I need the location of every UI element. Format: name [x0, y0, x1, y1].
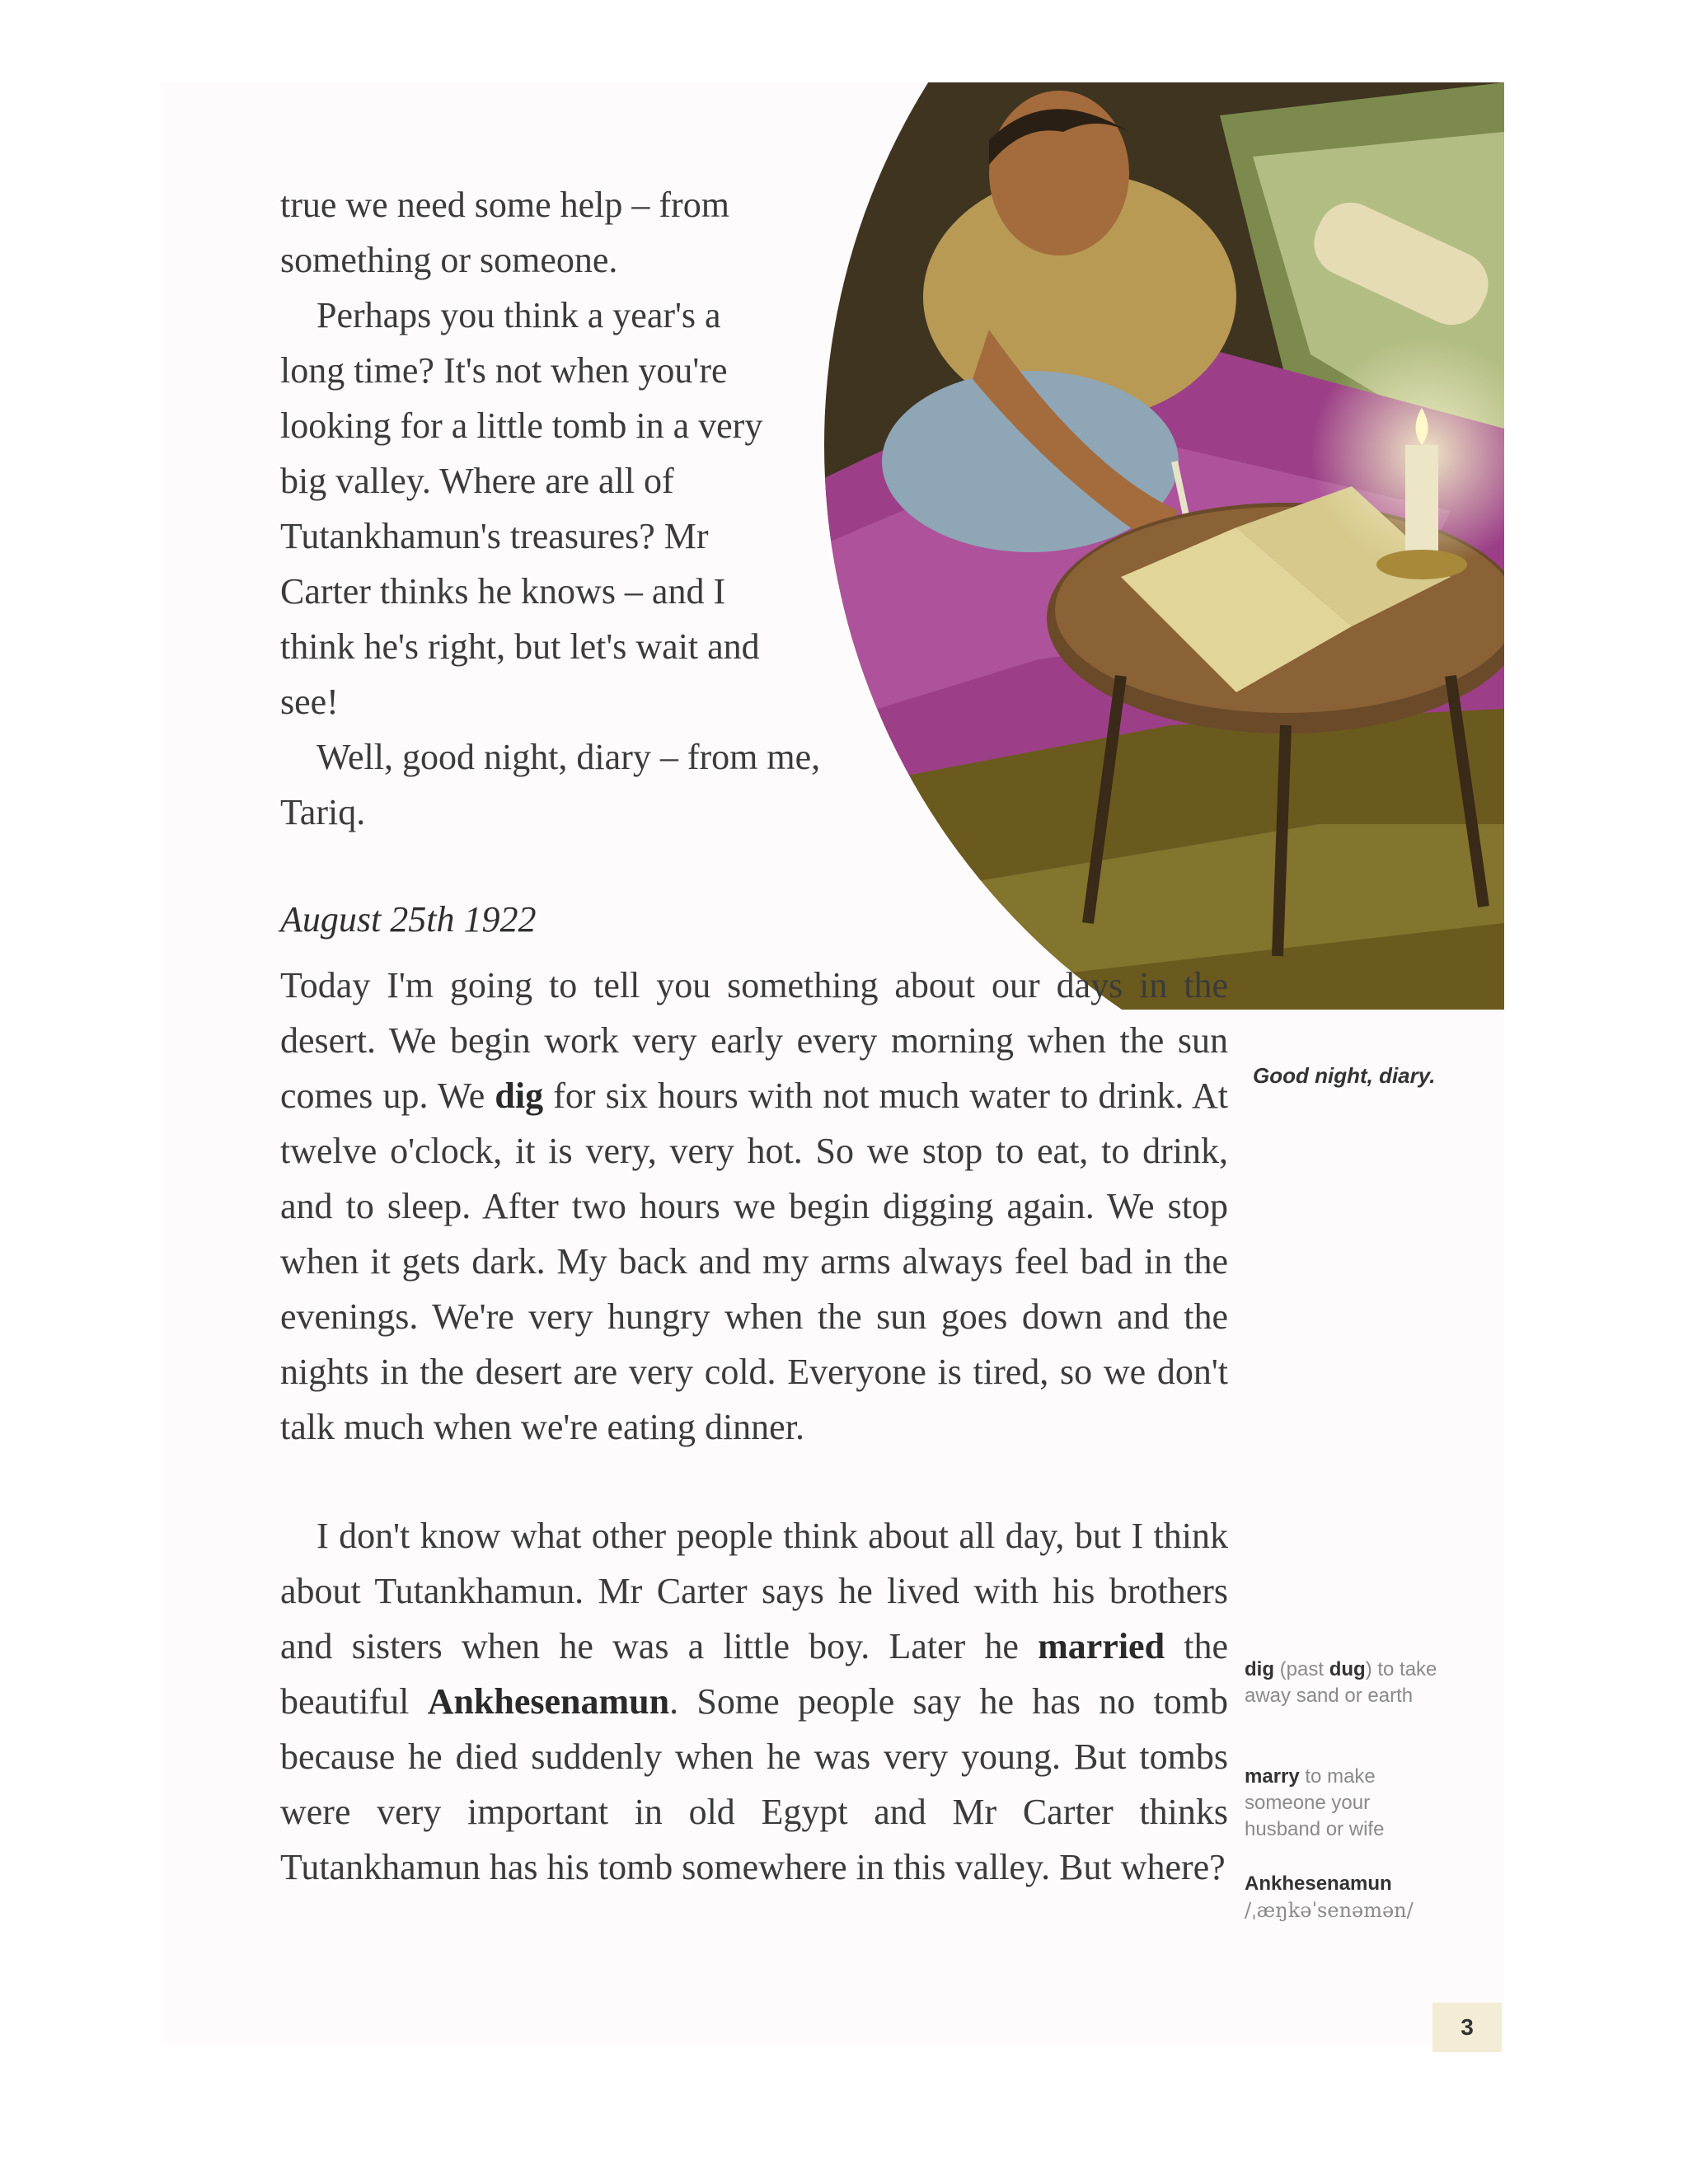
paragraph-2: Perhaps you think a year's a long time? It's not when you're looking for a little tomb in a very big valley. Where are all of Tutankhamun's treasures? Mr Carter thinks he knows – and I think he's right, but let's wait and see!	[280, 295, 763, 722]
illustration-caption: Good night, diary.	[1253, 1063, 1436, 1088]
paragraph-4: Today I'm going to tell you something about our days in the desert. We begin work very early every morning when the sun comes up. We dig for six hours with not much water to drink. At twelve o'clock, it is very, very hot. So we stop to eat, to drink, and to sleep. After two hours we begin digging again. We stop when it gets dark. My back and my arms always feel bad in the evenings. We're very hungry when the sun goes down and the nights in the desert are very cold. Everyone is tired, so we don't talk much when we're eating dinner.	[280, 965, 1228, 1447]
paragraph-block-3	[280, 1508, 1228, 1895]
glossary-entry-ankhesenamun: Ankhesenamun /ˌæŋkəˈsenəmən/	[1245, 1872, 1414, 1922]
paragraph-3: Well, good night, diary – from me, Tariq.	[280, 737, 821, 832]
candle	[1405, 445, 1438, 560]
glossary-entry-dig: dig (past dug) to take away sand or earth	[1245, 1658, 1437, 1707]
glossary-term-ankhesenamun: Ankhesenamun	[427, 1681, 670, 1722]
paragraph-1: true we need some help – from something or someone.	[280, 185, 729, 280]
page-number: 3	[1432, 2003, 1502, 2052]
paragraph-block-1	[280, 177, 841, 840]
illustration	[824, 82, 1504, 1010]
glossary-term-dig: dig	[495, 1076, 544, 1116]
diary-date-heading: August 25th 1922	[280, 899, 537, 940]
diary-illustration	[824, 82, 1504, 1010]
paragraph-5: I don't know what other people think about all day, but I think about Tutankhamun. Mr Carter says he lived with his brothers and sisters when he was a little boy. Later he married the beautiful Ankhesenamun. Some people say he has no tomb because he died suddenly when he was very young. But tombs were very important in old Egypt and Mr Carter thinks Tutankhamun has his tomb somewhere in this valley. But where?	[280, 1516, 1228, 1887]
glossary-entry-marry: marry to make someone your husband or wife	[1245, 1765, 1385, 1840]
glossary-term-married: married	[1038, 1626, 1165, 1666]
paragraph-block-2	[280, 958, 1228, 1455]
